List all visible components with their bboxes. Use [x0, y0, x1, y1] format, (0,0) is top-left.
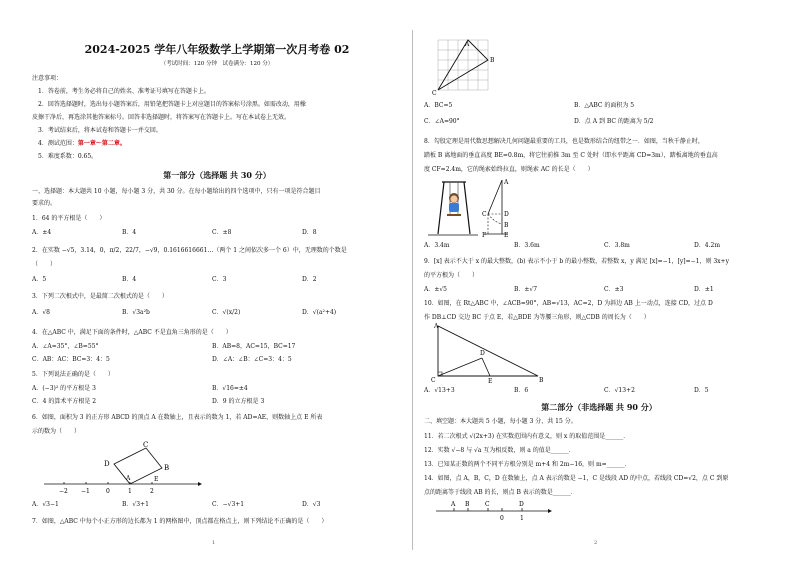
tick-neg1: −1	[81, 488, 90, 495]
tick-1: 1	[520, 515, 524, 522]
question-14: 14．如图，点 A，B，C，D 在数轴上，点 A 表示的数是 −1，C 是线段 AD 的中点，若线段 CD=√2，点 C 到原	[424, 475, 729, 482]
option-a[interactable]: A．√3−1	[32, 501, 59, 508]
section-1-desc-cont: 要求的。	[32, 200, 57, 207]
exam-subtitle: （考试时间：120 分钟 试卷满分：120 分）	[160, 61, 274, 67]
question-9-cont: 的平方根为（ ）	[424, 272, 479, 279]
question-11: 11．若二次根式 √(2x+3) 在实数范围内有意义，则 x 的取值范围是______．	[424, 433, 630, 440]
question-5-options-row1	[32, 384, 392, 393]
question-4-options-row1	[32, 342, 392, 351]
option-d[interactable]: D．2	[302, 276, 317, 283]
option-c[interactable]: C．√(x/2)	[212, 309, 241, 316]
question-14-cont: 点的距离等于线段 AB 的长，则点 B 表示的数是______．	[424, 489, 577, 496]
tick-neg2: −2	[59, 488, 68, 495]
option-a[interactable]: A．3.4m	[424, 242, 450, 249]
option-c[interactable]: C．3.8m	[604, 242, 630, 249]
option-a[interactable]: A．√8	[32, 309, 50, 316]
label-e: E	[154, 476, 159, 483]
label-d: D	[104, 460, 110, 468]
section-1-heading: 第一部分（选择题 共 30 分）	[163, 170, 271, 180]
option-b[interactable]: B．△ABC 的面积为 5	[574, 102, 635, 109]
figure-7-grid-triangle	[430, 38, 504, 96]
option-d[interactable]: D．9 的立方根是 3	[212, 398, 265, 405]
option-c[interactable]: C．AB：AC：BC=3：4：5	[32, 356, 110, 363]
question-2-options	[32, 275, 392, 284]
option-a[interactable]: A．±√5	[424, 286, 448, 293]
option-b[interactable]: B．√16=±4	[212, 385, 248, 392]
note-2-cont: 皮擦干净后，再选涂其他答案标号。回答非选择题时，将答案写在答题卡上。写在本试卷上无效。	[32, 114, 291, 121]
label-e: E	[504, 232, 509, 238]
option-d[interactable]: D．4.2m	[694, 242, 721, 249]
label-a: A	[465, 41, 470, 48]
option-a[interactable]: A．√13+3	[424, 387, 455, 394]
option-a[interactable]: A．BC=5	[424, 102, 453, 109]
option-b[interactable]: B．6	[514, 387, 529, 394]
question-8-cont: 踏板 B 离地面的垂直高度 BE=0.8m，将它往前推 3m 至 C 处时（即水平距离 CD=3m），踏板离地的垂直高	[424, 152, 718, 159]
question-9: 9．[x] 表示不大于 x 的最大整数，(b) 表示不小于 b 的最小整数，若整数 x，y 满足 [x]=−1，[y]=−1，则 3x+y	[424, 258, 729, 265]
option-b[interactable]: B．3.6m	[514, 242, 540, 249]
question-6-options	[32, 500, 392, 509]
section-2-heading: 第二部分（非选择题 共 90 分）	[541, 402, 657, 412]
option-b[interactable]: B．AB=8，AC=15，BC=17	[212, 343, 296, 350]
label-d: D	[480, 350, 485, 357]
label-a: A	[451, 501, 456, 508]
column-divider	[412, 30, 413, 550]
question-7-options-row2	[424, 117, 724, 126]
label-b: B	[465, 501, 470, 508]
note-3: 3．考试结束后，将本试卷和答题卡一并交回。	[38, 127, 162, 134]
question-7-options-row1	[424, 101, 724, 110]
tick-0: 0	[500, 515, 504, 522]
question-6: 6．如图，面积为 3 的正方形 ABCD 的顶点 A 在数轴上，且表示的数为 1，若 AD=AE，则数轴上点 E 所表	[32, 414, 323, 421]
question-8: 8．勾股定理是用代数思想解决几何问题最重要的工具，也是数形结合的纽带之一．如图，当秋千静止时，	[424, 138, 704, 145]
option-d[interactable]: D．±1	[694, 286, 714, 293]
figure-6-square-number-line	[42, 440, 202, 496]
question-13: 13．已知某正数的两个不同平方根分别是 m+4 和 2m−16，则 m=______．	[424, 461, 631, 468]
option-d[interactable]: D．√(a²+4)	[302, 309, 337, 316]
figure-10-right-triangle	[428, 322, 548, 384]
option-a[interactable]: A．∠A=35°，∠B=55°	[32, 343, 99, 350]
option-c[interactable]: C．3	[212, 276, 227, 283]
label-c: C	[482, 211, 487, 218]
question-4-options-row2	[32, 355, 392, 364]
label-b: B	[539, 377, 544, 384]
notes-header: 注意事项：	[32, 75, 63, 82]
label-d: D	[519, 501, 524, 508]
question-10: 10．如图，在 Rt△ABC 中，∠ACB=90°，AB=√13，AC=2，D 为斜边 AB 上一动点，连接 CD，过点 D	[424, 300, 713, 307]
question-7: 7．如图，△ABC 中每个小正方形的边长都为 1 的网格图中，顶点都在格点上，则下列结论不正确的是（ ）	[32, 518, 328, 525]
label-f: F	[482, 232, 487, 238]
label-c: C	[432, 90, 437, 96]
option-c[interactable]: C．√13+2	[604, 387, 635, 394]
label-b: B	[490, 57, 495, 64]
option-c[interactable]: C．∠A=90°	[424, 118, 460, 125]
label-a: A	[126, 475, 131, 482]
question-9-options	[424, 285, 784, 294]
option-a[interactable]: A．5	[32, 276, 47, 283]
question-10-cont: 作 DB⊥CD 交边 BC 于点 E，若△BDE 为等腰三角形，则△CDB 的周长为（ ）	[424, 314, 650, 321]
option-c[interactable]: C．4 的算术平方根是 2	[32, 398, 97, 405]
question-12: 12．实数 √−8 与 √a 互为相反数，则 a 的值是______．	[424, 447, 575, 454]
option-b[interactable]: B．√3a²b	[122, 309, 150, 316]
section-2-desc: 二、填空题：本大题共 5 小题，每小题 3 分，共 15 分。	[424, 418, 577, 425]
option-a[interactable]: A．(−3)² 的平方根是 3	[32, 385, 96, 392]
option-b[interactable]: B．4	[122, 229, 137, 236]
question-1-options	[32, 228, 392, 237]
note-2: 2．回答选择题时，选出每小题答案后，用铅笔把答题卡上对应题目的答案标号涂黑。如需改动，用橡	[38, 101, 306, 108]
note-4	[32, 139, 126, 148]
option-b[interactable]: B．4	[122, 276, 137, 283]
option-d[interactable]: D．5	[694, 387, 709, 394]
option-b[interactable]: B．±√7	[514, 286, 538, 293]
option-d[interactable]: D．8	[302, 229, 317, 236]
note-4-label: 4．测试范围：	[38, 140, 78, 147]
figure-8-swing	[428, 176, 538, 238]
note-range: 第一章～第二章。	[77, 140, 126, 147]
option-c[interactable]: C．−√3+1	[212, 501, 245, 508]
question-6-cont: 示的数为（ ）	[32, 428, 81, 435]
question-5-options-row2	[32, 397, 392, 406]
tick-1: 1	[128, 488, 132, 495]
label-a: A	[504, 179, 509, 186]
label-c: C	[431, 377, 436, 384]
option-c[interactable]: C．±3	[604, 286, 624, 293]
label-b: B	[504, 222, 509, 229]
exam-title: 2024-2025 学年八年级数学上学期第一次月考卷 02	[84, 43, 350, 56]
option-c[interactable]: C．±8	[212, 229, 232, 236]
question-8-cont2: 度 CF=2.4m，它的绳索始终拉直，则绳索 AC 的长是（ ）	[424, 166, 594, 173]
option-d[interactable]: D．点 A 到 BC 的距离为 5/2	[574, 118, 654, 125]
label-c: C	[485, 501, 490, 508]
question-2: 2．在实数 −√5，3.14，0，π/2，22/7，−√9，0.1616616661…（两个 1 之间依次多一个 6）中，无理数的个数是	[32, 247, 347, 254]
label-d: D	[504, 211, 509, 218]
option-a[interactable]: A．±4	[32, 229, 52, 236]
question-2-cont: （ ）	[32, 261, 57, 268]
tick-0: 0	[106, 488, 110, 495]
question-10-options	[424, 386, 784, 395]
option-b[interactable]: B．√3+1	[122, 501, 149, 508]
label-e: E	[488, 378, 493, 384]
note-5: 5．难度系数：0.65。	[38, 153, 98, 160]
question-3: 3．下列二次根式中，是最简二次根式的是（ ）	[32, 293, 168, 300]
option-d[interactable]: D．∠A：∠B：∠C=3：4：5	[212, 356, 292, 363]
option-d[interactable]: D．√3	[302, 501, 321, 508]
label-a: A	[434, 323, 439, 330]
question-8-options	[424, 241, 784, 250]
section-1-desc: 一、选择题：本大题共 10 小题，每小题 3 分，共 30 分。在每小题给出的四个选项中，只有一项是符合题目	[32, 188, 321, 195]
question-4: 4．在△ABC 中，满足下面的条件时，△ABC 不是直角三角形的是（ ）	[32, 329, 232, 336]
tick-2: 2	[150, 488, 154, 495]
question-5: 5．下列说法正确的是（ ）	[32, 371, 114, 378]
label-c: C	[143, 441, 149, 449]
label-b: B	[164, 464, 170, 472]
question-3-options	[32, 308, 392, 317]
figure-14-number-line	[434, 499, 554, 523]
note-1: 1．答卷前，考生务必将自己的姓名、准考证号填写在答题卡上。	[38, 88, 210, 95]
question-1: 1．64 的平方根是（ ）	[32, 215, 106, 222]
